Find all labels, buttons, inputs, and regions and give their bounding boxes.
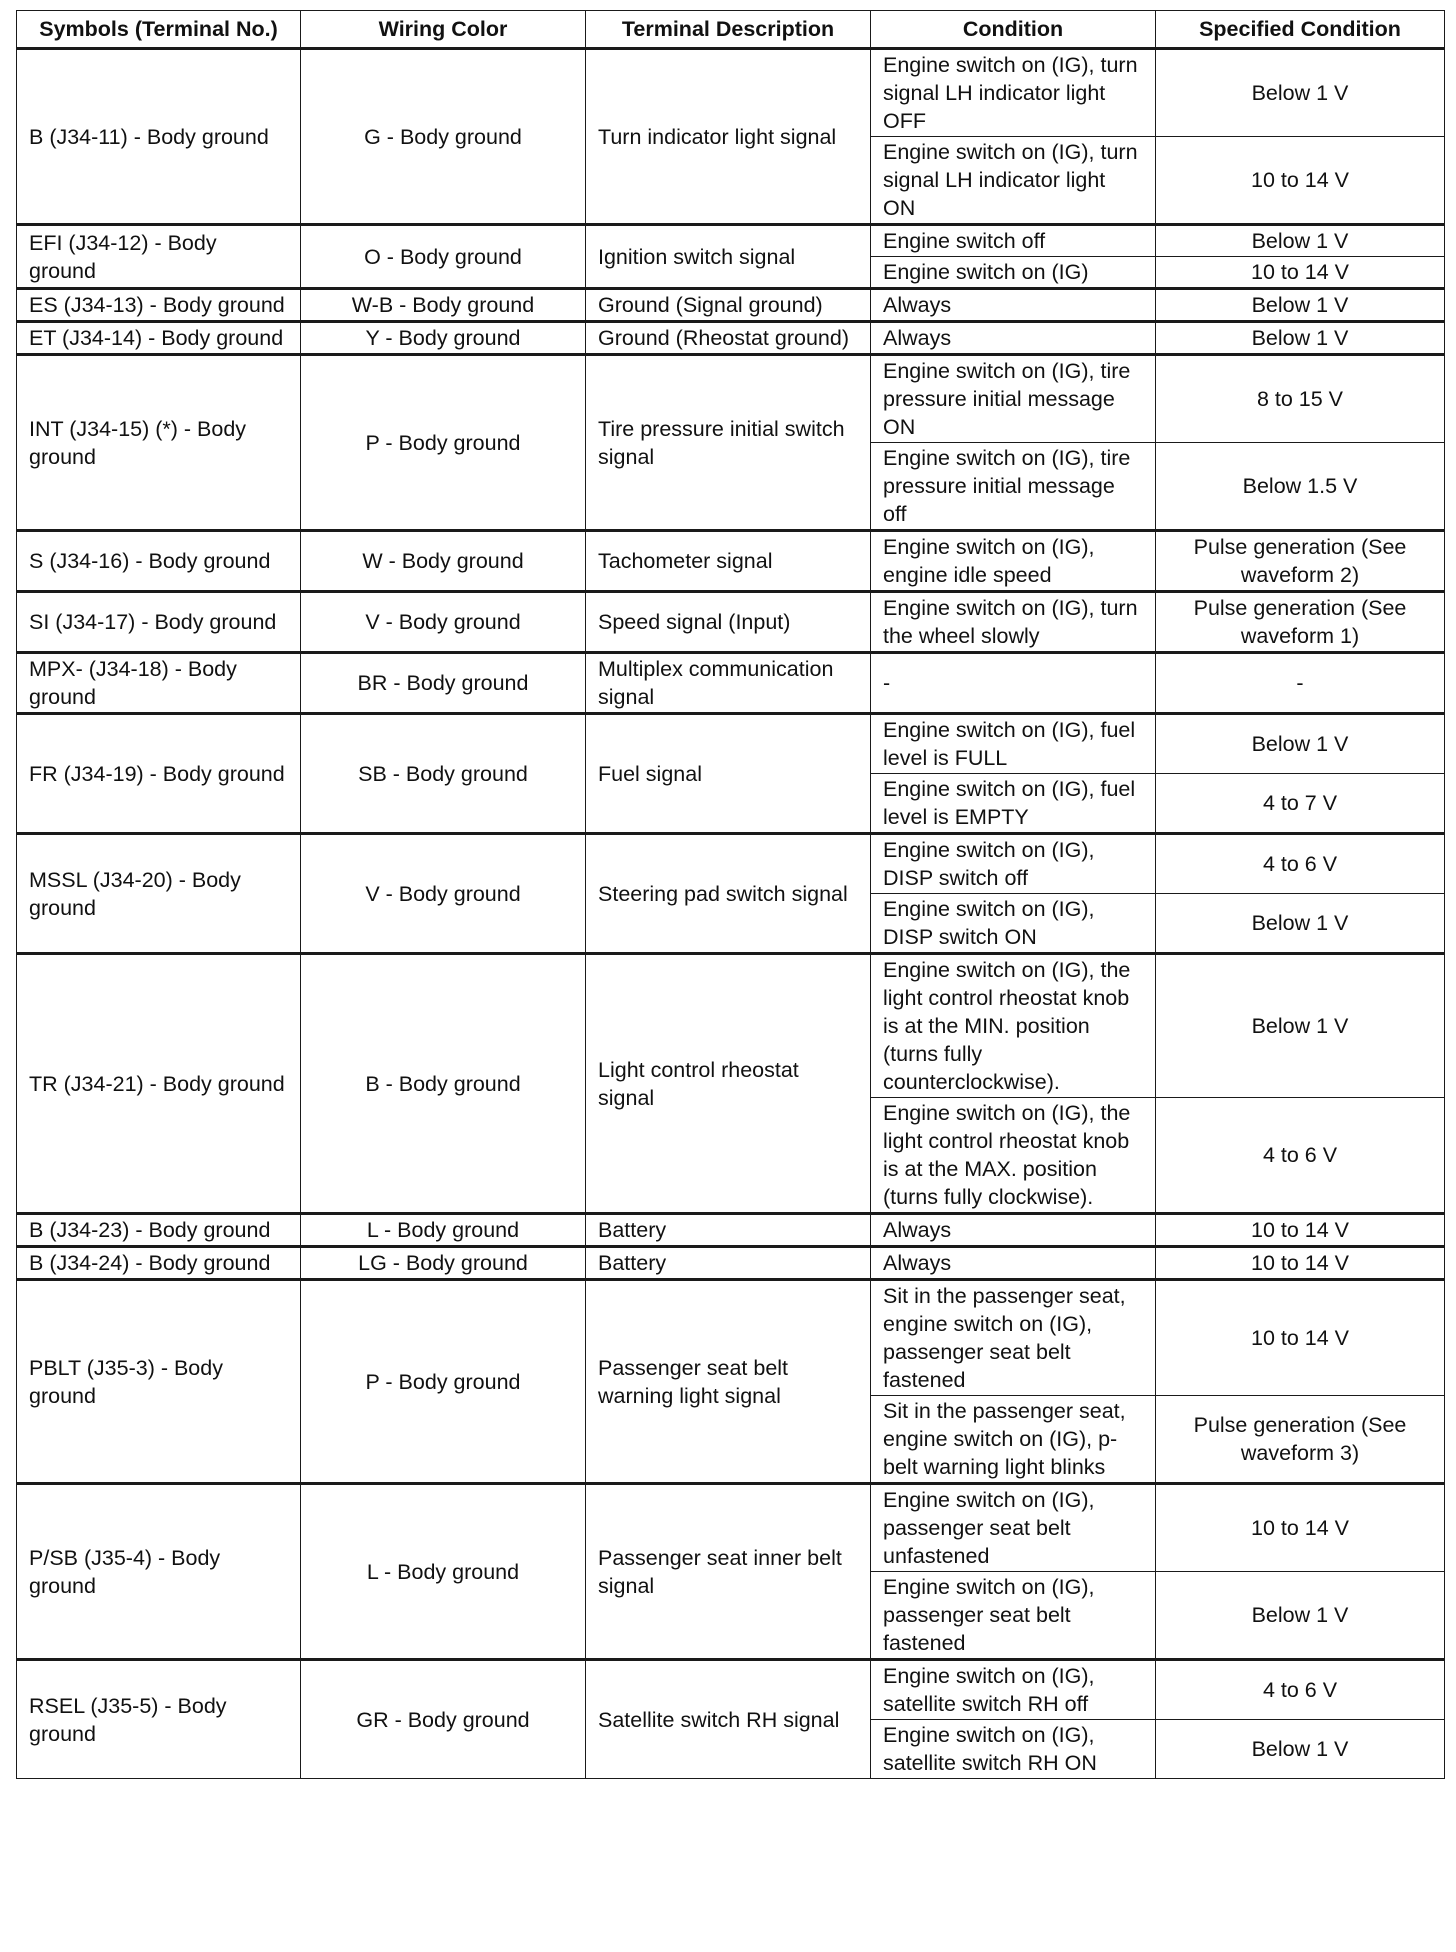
terminal-symbol-cell: EFI (J34-12) - Body ground [17,225,301,289]
terminal-description-cell: Tachometer signal [586,531,871,592]
terminal-symbol-cell: B (J34-11) - Body ground [17,49,301,225]
condition-cell: Engine switch on (IG), passenger seat belt unfastened [871,1484,1156,1572]
wiring-color-cell: GR - Body ground [301,1660,586,1779]
condition-cell: Always [871,322,1156,355]
condition-cell: Always [871,289,1156,322]
table-row [17,1247,1445,1280]
terminal-symbol-cell: INT (J34-15) (*) - Body ground [17,355,301,531]
terminal-description-cell: Satellite switch RH signal [586,1660,871,1779]
condition-cell: Always [871,1247,1156,1280]
table-row [17,653,1445,714]
wiring-color-cell: V - Body ground [301,592,586,653]
specified-condition-cell: Below 1 V [1156,894,1445,954]
condition-cell: Engine switch on (IG), the light control rheostat knob is at the MAX. position (turns fully clockwise). [871,1098,1156,1214]
terminal-symbol-cell: P/SB (J35-4) - Body ground [17,1484,301,1660]
wiring-color-cell: L - Body ground [301,1214,586,1247]
wiring-color-cell: BR - Body ground [301,653,586,714]
table-row [17,531,1445,592]
specified-condition-cell: Below 1 V [1156,954,1445,1098]
table-row [17,834,1445,894]
terminal-description-cell: Ground (Rheostat ground) [586,322,871,355]
terminal-description-cell: Steering pad switch signal [586,834,871,954]
specified-condition-cell: Below 1.5 V [1156,443,1445,531]
wiring-color-cell: Y - Body ground [301,322,586,355]
specified-condition-cell: 4 to 6 V [1156,834,1445,894]
specified-condition-cell: 10 to 14 V [1156,257,1445,289]
condition-cell: Engine switch on (IG), turn signal LH indicator light ON [871,137,1156,225]
wiring-color-cell: W-B - Body ground [301,289,586,322]
condition-cell: Engine switch on (IG), turn signal LH indicator light OFF [871,49,1156,137]
terminal-description-cell: Fuel signal [586,714,871,834]
wiring-color-cell: P - Body ground [301,1280,586,1484]
condition-cell: Engine switch off [871,225,1156,257]
condition-cell: Engine switch on (IG), DISP switch off [871,834,1156,894]
specified-condition-cell: Pulse generation (See waveform 1) [1156,592,1445,653]
condition-cell: - [871,653,1156,714]
table-row [17,954,1445,1098]
wiring-color-cell: G - Body ground [301,49,586,225]
condition-cell: Always [871,1214,1156,1247]
header-specified-condition: Specified Condition [1156,11,1445,49]
condition-cell: Engine switch on (IG), fuel level is FULL [871,714,1156,774]
table-row [17,49,1445,137]
wiring-color-cell: SB - Body ground [301,714,586,834]
specified-condition-cell: Below 1 V [1156,322,1445,355]
terminal-symbol-cell: TR (J34-21) - Body ground [17,954,301,1214]
specified-condition-cell: Below 1 V [1156,225,1445,257]
header-symbols: Symbols (Terminal No.) [17,11,301,49]
table-row [17,714,1445,774]
table-row [17,355,1445,443]
specified-condition-cell: 10 to 14 V [1156,137,1445,225]
terminal-symbol-cell: B (J34-23) - Body ground [17,1214,301,1247]
header-terminal-description: Terminal Description [586,11,871,49]
condition-cell: Engine switch on (IG), tire pressure initial message off [871,443,1156,531]
wiring-color-cell: V - Body ground [301,834,586,954]
terminal-description-cell: Passenger seat inner belt signal [586,1484,871,1660]
terminal-description-cell: Turn indicator light signal [586,49,871,225]
terminal-symbol-cell: B (J34-24) - Body ground [17,1247,301,1280]
terminal-symbol-cell: MPX- (J34-18) - Body ground [17,653,301,714]
specified-condition-cell: 4 to 6 V [1156,1098,1445,1214]
wiring-color-cell: O - Body ground [301,225,586,289]
terminal-symbol-cell: SI (J34-17) - Body ground [17,592,301,653]
condition-cell: Engine switch on (IG), passenger seat belt fastened [871,1572,1156,1660]
specified-condition-cell: Pulse generation (See waveform 2) [1156,531,1445,592]
specified-condition-cell: 4 to 6 V [1156,1660,1445,1720]
table-row [17,225,1445,257]
specified-condition-cell: Below 1 V [1156,49,1445,137]
terminal-symbol-cell: S (J34-16) - Body ground [17,531,301,592]
header-wiring-color: Wiring Color [301,11,586,49]
table-body [17,49,1445,1779]
terminal-description-cell: Ground (Signal ground) [586,289,871,322]
condition-cell: Engine switch on (IG), turn the wheel slowly [871,592,1156,653]
condition-cell: Engine switch on (IG), tire pressure initial message ON [871,355,1156,443]
table-header [17,11,1445,49]
table-row [17,592,1445,653]
specified-condition-cell: - [1156,653,1445,714]
wiring-color-cell: LG - Body ground [301,1247,586,1280]
condition-cell: Engine switch on (IG), engine idle speed [871,531,1156,592]
specified-condition-cell: Pulse generation (See waveform 3) [1156,1396,1445,1484]
condition-cell: Engine switch on (IG), satellite switch RH ON [871,1720,1156,1779]
condition-cell: Engine switch on (IG), DISP switch ON [871,894,1156,954]
table-row [17,1660,1445,1720]
condition-cell: Engine switch on (IG), fuel level is EMPTY [871,774,1156,834]
terminal-symbol-cell: ES (J34-13) - Body ground [17,289,301,322]
terminal-description-cell: Ignition switch signal [586,225,871,289]
table-row [17,1214,1445,1247]
terminal-description-cell: Passenger seat belt warning light signal [586,1280,871,1484]
terminal-spec-table [16,10,1445,1779]
condition-cell: Engine switch on (IG) [871,257,1156,289]
condition-cell: Engine switch on (IG), the light control rheostat knob is at the MIN. position (turns fully counterclockwise). [871,954,1156,1098]
table-row [17,289,1445,322]
table-row [17,1280,1445,1396]
specified-condition-cell: 10 to 14 V [1156,1214,1445,1247]
header-condition: Condition [871,11,1156,49]
terminal-symbol-cell: MSSL (J34-20) - Body ground [17,834,301,954]
terminal-description-cell: Tire pressure initial switch signal [586,355,871,531]
specified-condition-cell: 10 to 14 V [1156,1280,1445,1396]
terminal-description-cell: Multiplex communication signal [586,653,871,714]
specified-condition-cell: Below 1 V [1156,289,1445,322]
terminal-symbol-cell: RSEL (J35-5) - Body ground [17,1660,301,1779]
specified-condition-cell: 4 to 7 V [1156,774,1445,834]
specified-condition-cell: 10 to 14 V [1156,1484,1445,1572]
specified-condition-cell: Below 1 V [1156,1720,1445,1779]
specified-condition-cell: Below 1 V [1156,714,1445,774]
terminal-symbol-cell: PBLT (J35-3) - Body ground [17,1280,301,1484]
terminal-description-cell: Light control rheostat signal [586,954,871,1214]
specified-condition-cell: 8 to 15 V [1156,355,1445,443]
condition-cell: Engine switch on (IG), satellite switch RH off [871,1660,1156,1720]
terminal-symbol-cell: FR (J34-19) - Body ground [17,714,301,834]
specified-condition-cell: 10 to 14 V [1156,1247,1445,1280]
condition-cell: Sit in the passenger seat, engine switch on (IG), passenger seat belt fastened [871,1280,1156,1396]
wiring-color-cell: B - Body ground [301,954,586,1214]
condition-cell: Sit in the passenger seat, engine switch on (IG), p-belt warning light blinks [871,1396,1156,1484]
header-row [17,11,1445,49]
table-row [17,1484,1445,1572]
terminal-description-cell: Battery [586,1247,871,1280]
table-row [17,322,1445,355]
specified-condition-cell: Below 1 V [1156,1572,1445,1660]
terminal-description-cell: Battery [586,1214,871,1247]
wiring-color-cell: L - Body ground [301,1484,586,1660]
wiring-color-cell: W - Body ground [301,531,586,592]
terminal-symbol-cell: ET (J34-14) - Body ground [17,322,301,355]
terminal-description-cell: Speed signal (Input) [586,592,871,653]
wiring-color-cell: P - Body ground [301,355,586,531]
